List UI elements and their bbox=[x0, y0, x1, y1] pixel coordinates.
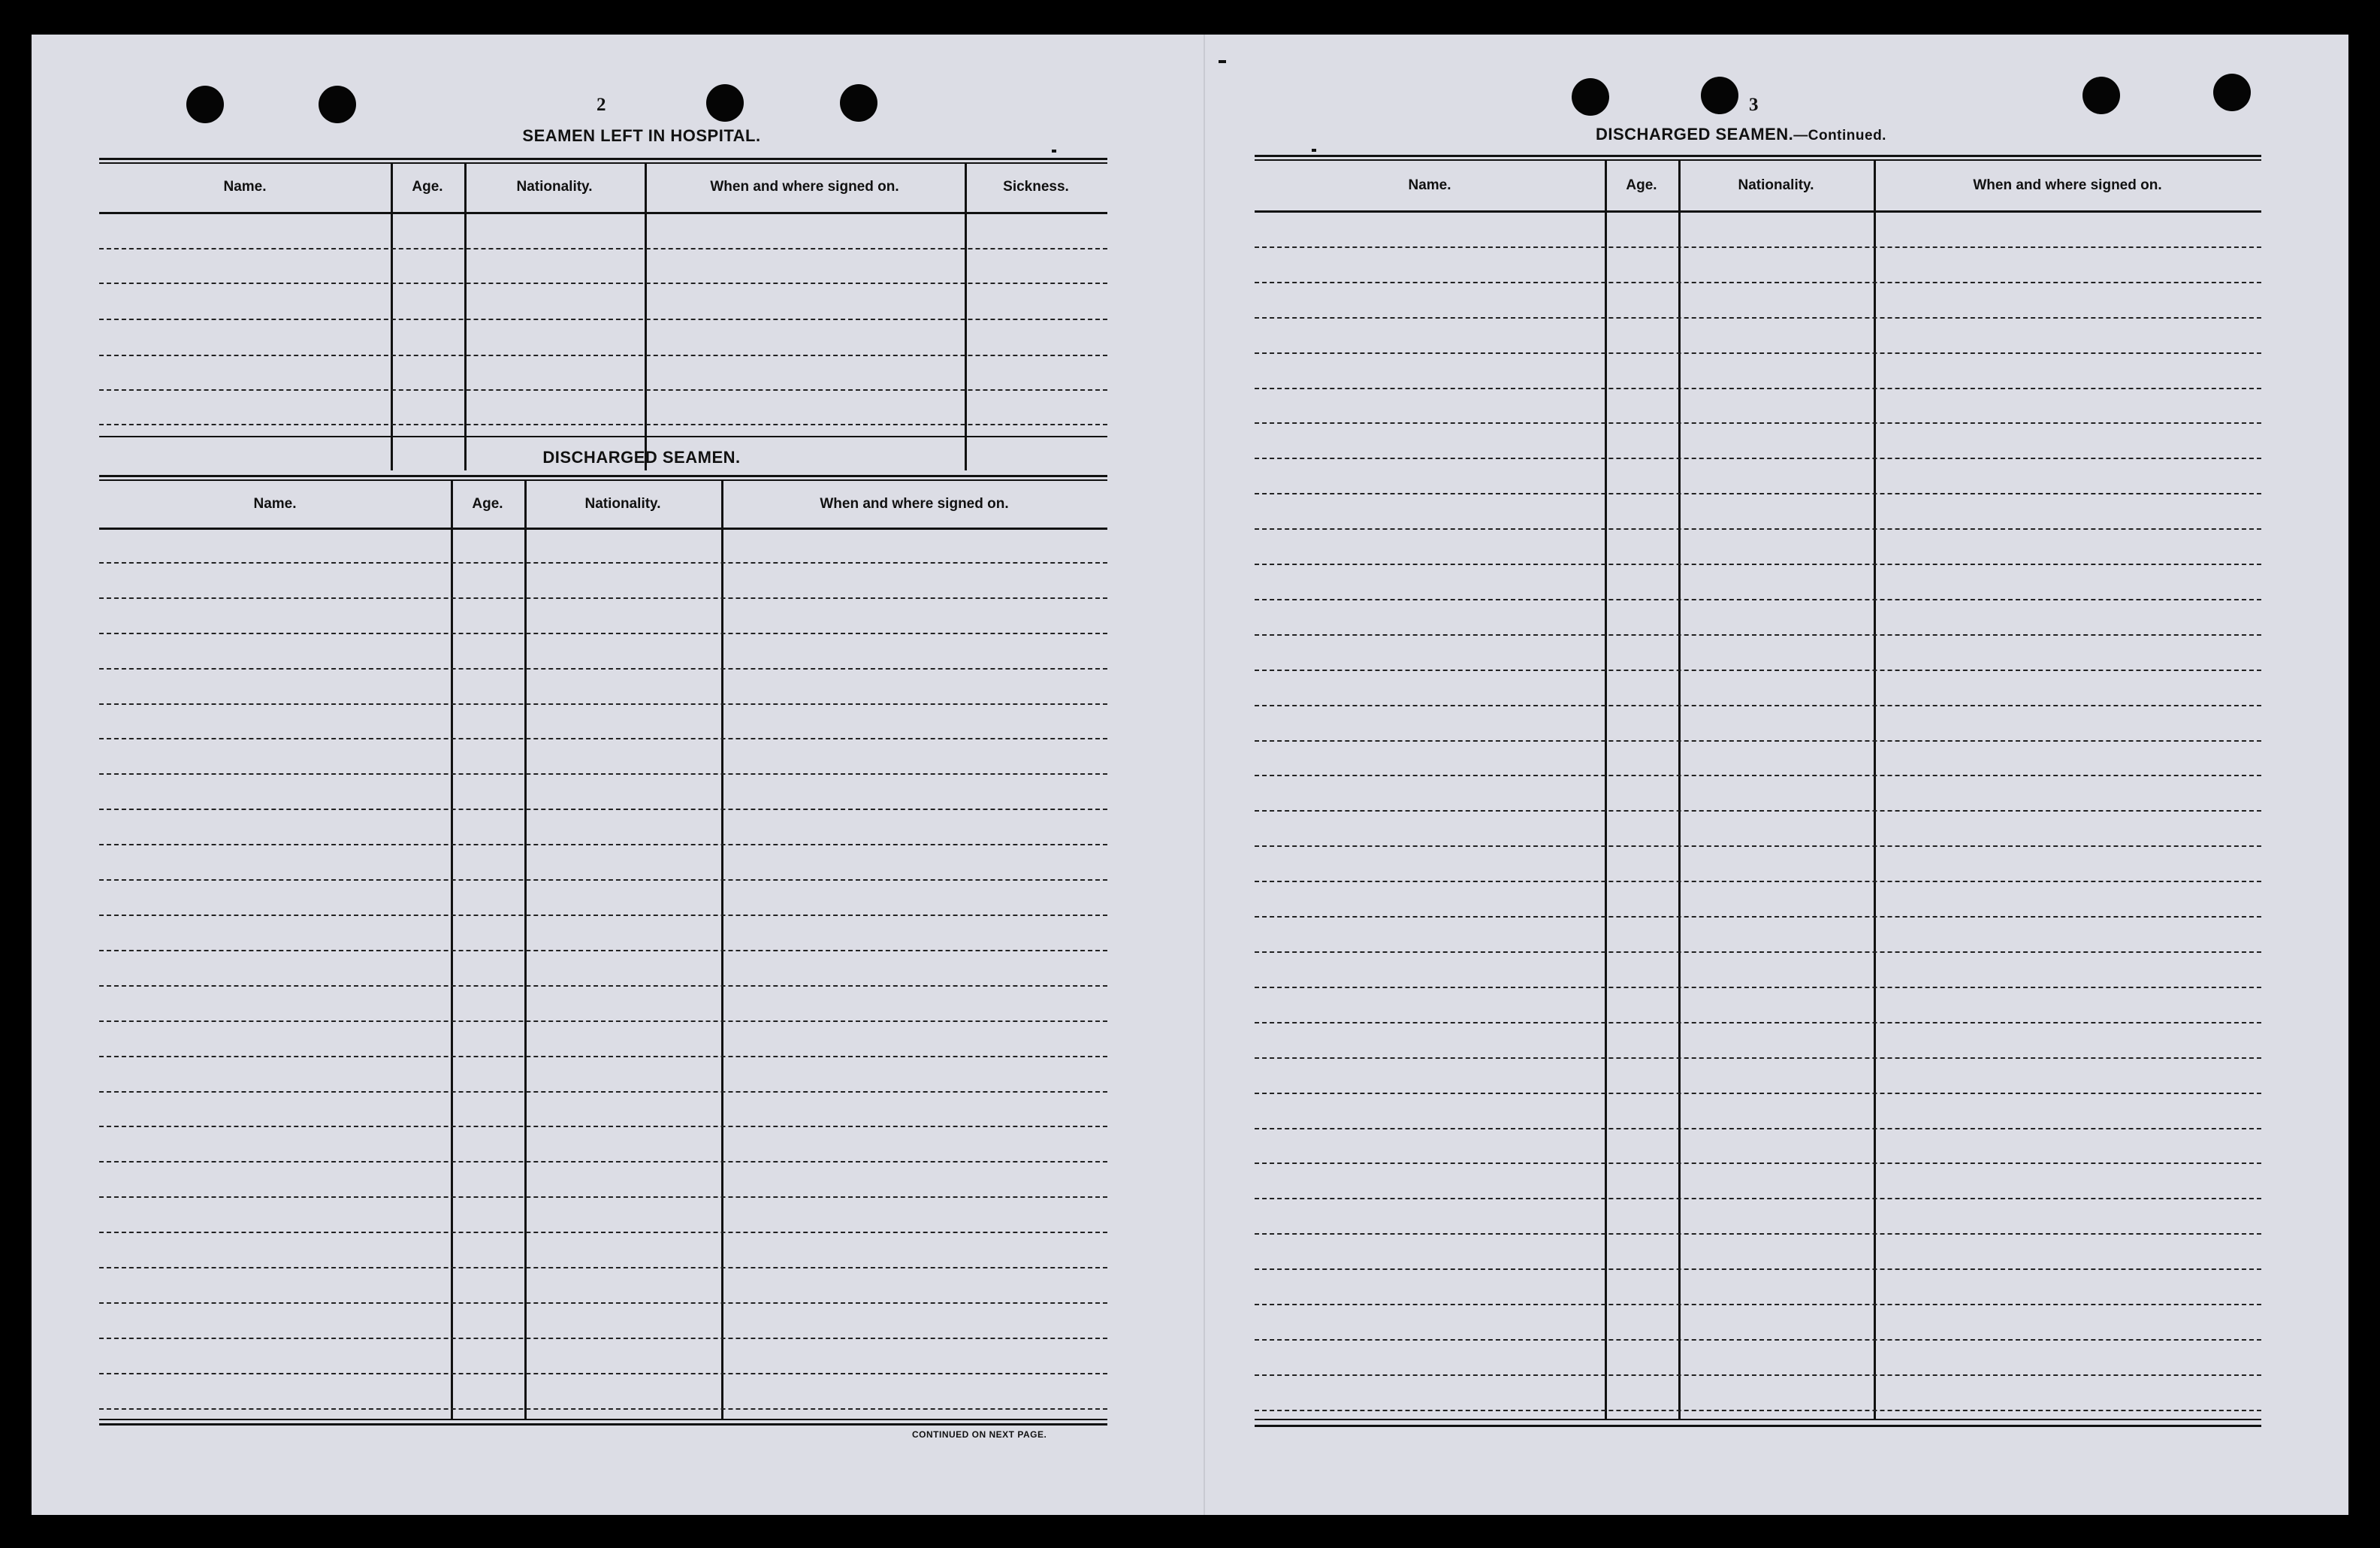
entry-line bbox=[1255, 810, 2261, 812]
ink-speck bbox=[1312, 149, 1316, 152]
entry-line bbox=[1255, 1374, 2261, 1376]
hospital-col-name: Name. bbox=[223, 179, 267, 195]
entry-line bbox=[99, 1232, 1107, 1233]
entry-line bbox=[1255, 1304, 2261, 1305]
entry-line bbox=[99, 915, 1107, 916]
entry-line bbox=[1255, 705, 2261, 706]
punch-hole bbox=[706, 84, 744, 122]
punch-hole bbox=[2082, 77, 2120, 114]
entry-line bbox=[99, 1091, 1107, 1093]
entry-line bbox=[1255, 1233, 2261, 1235]
punch-hole bbox=[1701, 77, 1738, 114]
entry-line bbox=[1255, 528, 2261, 530]
entry-line bbox=[1255, 845, 2261, 847]
discharged-col-signed-on: When and where signed on. bbox=[820, 496, 1009, 512]
hospital-section-title: SEAMEN LEFT IN HOSPITAL. bbox=[522, 126, 761, 145]
entry-line bbox=[99, 1302, 1107, 1304]
discharged-table-bottom-rule bbox=[99, 1419, 1107, 1420]
hospital-table-top-rule bbox=[99, 158, 1107, 164]
entry-line bbox=[99, 668, 1107, 670]
page-number-right: 3 bbox=[1749, 95, 1759, 115]
entry-line bbox=[99, 773, 1107, 775]
entry-line bbox=[99, 1020, 1107, 1022]
right-col-name: Name. bbox=[1408, 177, 1451, 193]
right-col-divider bbox=[1605, 161, 1607, 1419]
right-table-bottom-rule bbox=[1255, 1425, 2261, 1427]
entry-line bbox=[1255, 1163, 2261, 1164]
discharged-col-age: Age. bbox=[472, 496, 503, 512]
right-col-age: Age. bbox=[1626, 177, 1657, 193]
entry-line bbox=[1255, 317, 2261, 319]
discharged-section-title: DISCHARGED SEAMEN. bbox=[542, 448, 741, 467]
entry-line bbox=[1255, 670, 2261, 671]
entry-line bbox=[99, 1196, 1107, 1198]
page-number-left: 2 bbox=[597, 95, 606, 115]
entry-line bbox=[99, 633, 1107, 634]
right-table-bottom-rule bbox=[1255, 1419, 2261, 1420]
entry-line bbox=[1255, 951, 2261, 953]
discharged-continued-suffix: —Continued. bbox=[1793, 128, 1886, 144]
entry-line bbox=[1255, 493, 2261, 494]
discharged-header-rule bbox=[99, 528, 1107, 530]
entry-line bbox=[99, 562, 1107, 564]
hospital-col-signed-on: When and where signed on. bbox=[710, 179, 899, 195]
hospital-entry-line bbox=[99, 319, 1107, 320]
right-header-rule bbox=[1255, 210, 2261, 213]
hospital-table-bottom-rule bbox=[99, 436, 1107, 437]
discharged-continued-title-main: DISCHARGED SEAMEN. bbox=[1596, 125, 1794, 144]
entry-line bbox=[1255, 599, 2261, 600]
hospital-entry-line bbox=[99, 355, 1107, 356]
discharged-col-name: Name. bbox=[253, 496, 297, 512]
entry-line bbox=[1255, 564, 2261, 565]
entry-line bbox=[1255, 282, 2261, 283]
hospital-entry-line bbox=[99, 389, 1107, 391]
entry-line bbox=[1255, 881, 2261, 882]
entry-line bbox=[99, 1338, 1107, 1339]
punch-hole bbox=[2213, 74, 2251, 111]
entry-line bbox=[1255, 1128, 2261, 1129]
entry-line bbox=[99, 879, 1107, 881]
discharged-continued-title bbox=[1596, 125, 1886, 144]
ink-speck bbox=[1219, 60, 1226, 63]
hospital-col-nationality: Nationality. bbox=[516, 179, 593, 195]
entry-line bbox=[99, 703, 1107, 705]
entry-line bbox=[99, 1126, 1107, 1127]
right-col-divider bbox=[1874, 161, 1876, 1419]
entry-line bbox=[1255, 1339, 2261, 1341]
entry-line bbox=[1255, 987, 2261, 988]
entry-line bbox=[1255, 775, 2261, 776]
entry-line bbox=[1255, 1057, 2261, 1059]
entry-line bbox=[1255, 1198, 2261, 1199]
right-col-nationality: Nationality. bbox=[1738, 177, 1814, 193]
hospital-entry-line bbox=[99, 424, 1107, 425]
entry-line bbox=[99, 1408, 1107, 1410]
entry-line bbox=[1255, 246, 2261, 248]
punch-hole bbox=[319, 86, 356, 123]
entry-line bbox=[1255, 352, 2261, 354]
hospital-col-sickness: Sickness. bbox=[1003, 179, 1069, 195]
entry-line bbox=[1255, 634, 2261, 636]
entry-line bbox=[1255, 422, 2261, 424]
entry-line bbox=[99, 950, 1107, 951]
entry-line bbox=[99, 1373, 1107, 1374]
entry-line bbox=[1255, 1268, 2261, 1270]
entry-line bbox=[1255, 1022, 2261, 1023]
entry-line bbox=[1255, 740, 2261, 742]
right-table-top-rule bbox=[1255, 155, 2261, 161]
document-sheet bbox=[32, 35, 2348, 1515]
hospital-entry-line bbox=[99, 248, 1107, 249]
entry-line bbox=[99, 1056, 1107, 1057]
entry-line bbox=[1255, 916, 2261, 918]
entry-line bbox=[99, 844, 1107, 845]
hospital-entry-line bbox=[99, 283, 1107, 284]
entry-line bbox=[99, 809, 1107, 810]
right-col-signed-on: When and where signed on. bbox=[1973, 177, 2162, 193]
entry-line bbox=[99, 738, 1107, 739]
entry-line bbox=[1255, 458, 2261, 459]
punch-hole bbox=[1572, 78, 1609, 116]
entry-line bbox=[99, 985, 1107, 987]
continued-note: CONTINUED ON NEXT PAGE. bbox=[912, 1429, 1047, 1440]
discharged-table-top-rule bbox=[99, 475, 1107, 481]
entry-line bbox=[99, 1267, 1107, 1268]
discharged-col-nationality: Nationality. bbox=[584, 496, 661, 512]
entry-line bbox=[1255, 388, 2261, 389]
right-col-divider bbox=[1678, 161, 1681, 1419]
punch-hole bbox=[186, 86, 224, 123]
entry-line bbox=[1255, 1093, 2261, 1094]
ink-speck bbox=[1052, 150, 1056, 153]
hospital-col-age: Age. bbox=[412, 179, 443, 195]
entry-line bbox=[1255, 1410, 2261, 1411]
punch-hole bbox=[840, 84, 877, 122]
entry-line bbox=[99, 1161, 1107, 1163]
discharged-table-bottom-rule bbox=[99, 1423, 1107, 1426]
hospital-header-rule bbox=[99, 212, 1107, 214]
entry-line bbox=[99, 597, 1107, 599]
